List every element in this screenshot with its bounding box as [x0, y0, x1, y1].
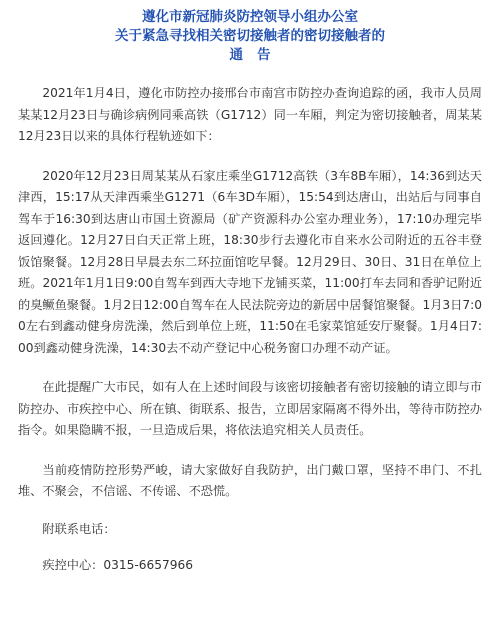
notice-paragraph-itinerary: 2020年12月23日周某某从石家庄乘坐G1712高铁（3车8B车厢），14:36到达天津西，15:17从天津西乘坐G1271（6车3D车厢），15:54到达唐山，出站后与同事自驾车于16:30到达唐山市国土资源局（矿产资源科办公室办理业务），17:10办理完毕返回遵化。12月27日白天正常上班，18:30步行去遵化市自来水公司附近的五谷丰登饭馆聚餐。12月28日早晨去东二环拉面馆吃早餐。12月29日、30日、31日在单位上班。2021年1月1日9:00自驾车到西大寺地下龙铺买菜，11:00打车去同和香驴记附近的臭鳜鱼聚餐。1月2日12:00自驾车在人民法院旁边的新居中居餐馆聚餐。1月3日7:00左右到鑫动健身房洗澡，然后到单位上班，11:50在毛家菜馆延安厅聚餐。1月4日7:00到鑫动健身洗澡，14:30去不动产登记中心税务窗口办理不动产证。 [18, 168, 482, 355]
notice-paragraph-protection: 当前疫情防控形势严峻，请大家做好自我防护，出门戴口罩，坚持不串门、不扎堆、不聚会，不信谣、不传谣、不恐慌。 [18, 462, 482, 498]
notice-title-line-1: 遵化市新冠肺炎防控领导小组办公室 [142, 9, 358, 25]
notice-paragraph-reminder: 在此提醒广大市民，如有人在上述时间段与该密切接触者有密切接触的请立即与市防控办、市疾控中心、所在镇、街联系、报告，立即居家隔离不得外出，等待市防控办指令。如果隐瞒不报，一旦造成后果，将依法追究相关人员责任。 [18, 380, 482, 437]
notice-title-line-2: 关于紧急寻找相关密切接触者的密切接触者的 [115, 28, 385, 44]
contact-label: 附联系电话： [42, 521, 116, 536]
contact-phone: 疾控中心：0315-6657966 [42, 557, 194, 572]
notice-title-line-3: 通告 [229, 47, 285, 63]
notice-paragraph-intro: 2021年1月4日，遵化市防控办接邢台市南宫市防控办查询追踪的函，我市人员周某某12月23日与确诊病例同乘高铁（G1712）同一车厢，判定为密切接触者，周某某12月23日以来的具体行程轨迹如下： [18, 86, 482, 143]
